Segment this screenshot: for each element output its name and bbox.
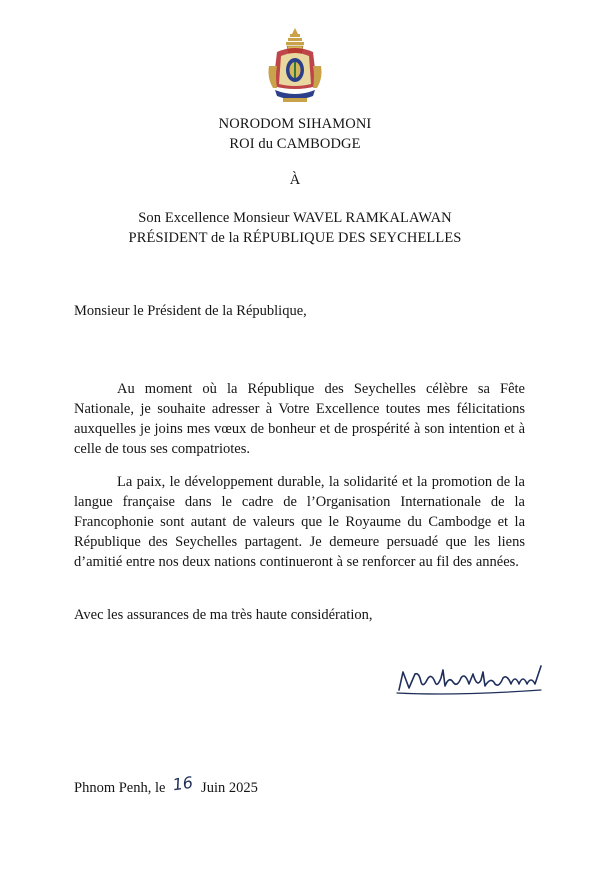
place-and-date [74, 772, 258, 797]
closing-formula: Avec les assurances de ma très haute considération, [74, 607, 373, 623]
handwritten-signature [395, 662, 547, 698]
handwritten-day: 16 [171, 772, 195, 795]
place-label: Phnom Penh, le [74, 780, 166, 796]
recipient-name: Son Excellence Monsieur WAVEL RAMKALAWAN [138, 210, 452, 226]
salutation: Monsieur le Président de la République, [74, 303, 307, 319]
sender-title: ROI du CAMBODGE [229, 136, 361, 152]
month-year: Juin 2025 [201, 780, 258, 796]
addressed-to: À [289, 172, 301, 188]
recipient-title: PRÉSIDENT de la RÉPUBLIQUE DES SEYCHELLES [128, 230, 462, 246]
body-paragraph-2: La paix, le développement durable, la solidarité et la promotion de la langue française dans le cadre de l’Organisation Internationale de la Francophonie sont autant de valeurs que le Royaume du Cambodge et la République des Seychelles partagent. Je demeure persuadé que les liens d’amitié entre nos deux nations continueront à se renforcer au fil des années. [74, 474, 525, 570]
body-paragraph-1: Au moment où la République des Seychelles célèbre sa Fête Nationale, je souhaite adresser à Votre Excellence toutes mes félicitations auxquelles je joins mes vœux de bonheur et de prospérité à son intention et à celle de tous ses compatriotes. [74, 381, 525, 457]
sender-name: NORODOM SIHAMONI [218, 116, 372, 132]
royal-coat-of-arms-icon [263, 26, 327, 106]
